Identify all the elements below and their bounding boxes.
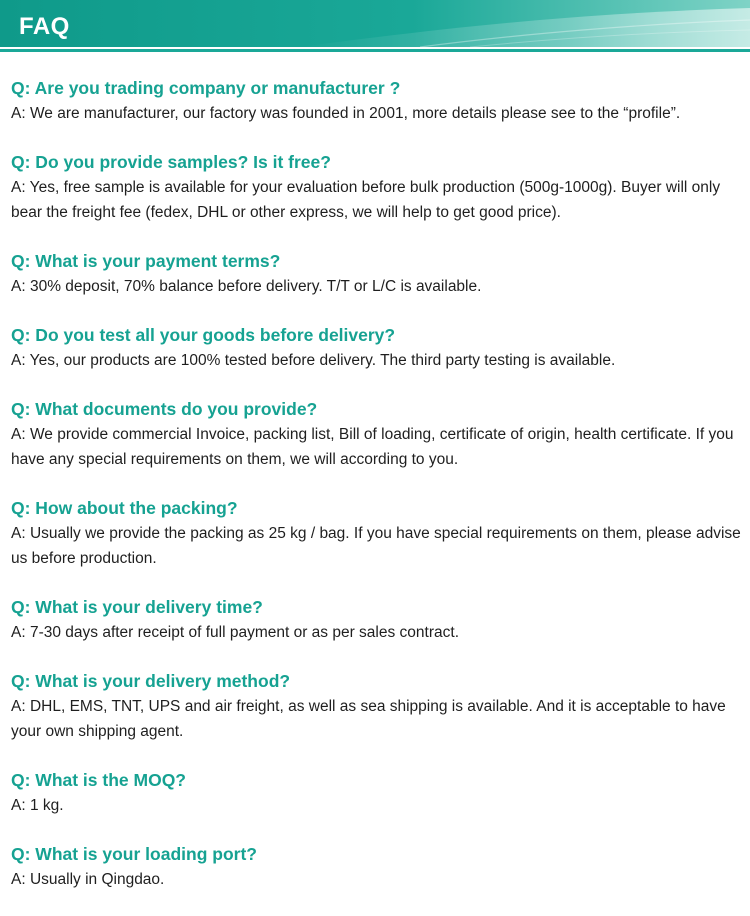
faq-answer: A: DHL, EMS, TNT, UPS and air freight, as well as sea shipping is available. And it is acceptable to have your own shipping agent. bbox=[11, 698, 726, 740]
faq-answer: A: 1 kg. bbox=[11, 797, 64, 814]
faq-question: Q: What is your delivery method? bbox=[11, 671, 291, 691]
faq-item bbox=[11, 669, 741, 744]
faq-item bbox=[11, 323, 741, 373]
faq-answer: A: Usually in Qingdao. bbox=[11, 871, 165, 888]
faq-answer: A: Yes, our products are 100% tested before delivery. The third party testing is available. bbox=[11, 352, 616, 369]
faq-item bbox=[11, 150, 741, 225]
faq-question: Q: What is the MOQ? bbox=[11, 770, 186, 790]
faq-question: Q: What is your delivery time? bbox=[11, 597, 263, 617]
faq-question: Q: Do you test all your goods before delivery? bbox=[11, 325, 396, 345]
banner-background bbox=[0, 0, 750, 54]
faq-question: Q: Are you trading company or manufacturer ? bbox=[11, 78, 401, 98]
faq-item bbox=[11, 249, 741, 299]
faq-answer: A: 30% deposit, 70% balance before delivery. T/T or L/C is available. bbox=[11, 278, 482, 295]
page-title: FAQ bbox=[19, 13, 70, 40]
faq-answer: A: 7-30 days after receipt of full payment or as per sales contract. bbox=[11, 624, 459, 641]
faq-item bbox=[11, 768, 741, 818]
faq-answer: A: Yes, free sample is available for your evaluation before bulk production (500g-1000g). Buyer will only bear the freight fee (fedex, DHL or other express, we will help to get good price). bbox=[11, 179, 721, 221]
faq-item bbox=[11, 76, 741, 126]
faq-list bbox=[11, 76, 741, 916]
faq-item bbox=[11, 397, 741, 472]
faq-question: Q: What is your payment terms? bbox=[11, 251, 281, 271]
faq-answer: A: We are manufacturer, our factory was founded in 2001, more details please see to the “profile”. bbox=[11, 105, 681, 122]
faq-item bbox=[11, 842, 741, 892]
faq-header-banner bbox=[0, 0, 750, 54]
faq-question: Q: What is your loading port? bbox=[11, 844, 257, 864]
faq-item bbox=[11, 595, 741, 645]
faq-answer: A: Usually we provide the packing as 25 kg / bag. If you have special requirements on them, please advise us before production. bbox=[11, 525, 741, 567]
faq-item bbox=[11, 496, 741, 571]
faq-answer: A: We provide commercial Invoice, packing list, Bill of loading, certificate of origin, health certificate. If you have any special requirements on them, we will according to you. bbox=[11, 426, 734, 468]
faq-question: Q: Do you provide samples? Is it free? bbox=[11, 152, 331, 172]
faq-question: Q: What documents do you provide? bbox=[11, 399, 318, 419]
faq-question: Q: How about the packing? bbox=[11, 498, 238, 518]
